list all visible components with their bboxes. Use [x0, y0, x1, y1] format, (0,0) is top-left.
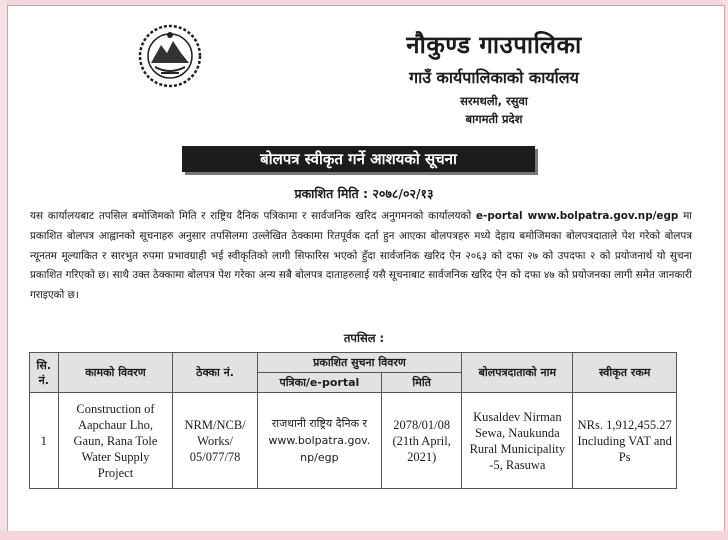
col-published: प्रकाशित सुचना विवरण [257, 353, 462, 373]
col-sn: सि. नं. [30, 353, 59, 393]
col-date: मिति [382, 373, 462, 393]
body-text-part1: यस कार्यालयबाट तपसिल बमोजिमको मिति र राष्ट्रिय दैनिक पत्रिकामा र सार्वजनिक खरिद अनुगमनको कार्यालयको [30, 210, 476, 222]
cell-amount: NRs. 1,912,455.27 Including VAT and Ps [573, 393, 677, 489]
cell-contract-no: NRM/NCB/ Works/ 05/077/78 [173, 393, 257, 489]
address-line-1: सरमथली, रसुवा [460, 94, 528, 108]
col-contract-no: ठेक्का नं. [173, 353, 257, 393]
notice-title-banner: बोलपत्र स्वीकृत गर्ने आशयको सूचना [182, 146, 535, 172]
portal-link-text: e-portal www.bolpatra.gov.np/egp [475, 210, 679, 222]
col-bidder: बोलपत्रदाताको नाम [462, 353, 573, 393]
published-date: प्रकाशित मिति : २०७८/०२/१३ [294, 186, 434, 201]
cell-work: Construction of Aapchaur Lho, Gaun, Rana Tole Water Supply Project [58, 393, 173, 489]
newspaper-text: राजधानी राष्ट्रिय दैनिक र www.bolpatra.gov. np/egp [268, 417, 371, 464]
cell-bidder: Kusaldev Nirman Sewa, Naukunda Rural Municipality -5, Rasuwa [462, 393, 573, 489]
col-work: कामको विवरण [58, 353, 173, 393]
col-amount: स्वीकृत रकम [573, 353, 677, 393]
cell-date: 2078/01/08 (21th April, 2021) [382, 393, 462, 489]
cell-sn: 1 [30, 393, 59, 489]
cell-newspaper [257, 393, 381, 489]
award-table [29, 352, 677, 489]
notice-body [30, 207, 692, 306]
table-row [30, 393, 677, 489]
body-text-part2: मा प्रकाशित बोलपत्र आह्वानको सूचनाहरु अनुसार तपसिलमा उल्लेखित ठेक्कामा रितपूर्वक दर्ता हुन आएका बोलपत्रहरु मध्ये देहाय बमोजिमका बोलपत्रदाताले पेश गरेको बोलपत्र न्यूनतम मूल्याकित र सारभुत रुपमा प्रभावग्राही भई स्वीकृतिको लागी सिफारिस भएको हुँदा सार्वजनिक खरिद ऐन २०६३ को दफा २७ को उपदफा २ को प्रयोजनार्थ यो सुचना प्रकाशित गरिएको छ। साथै उक्त ठेक्कामा बोलपत्र पेश गरेका अन्य सबै बोलपत्र दाताहरुलाई यसै सूचनाबाट सार्वजनिक खरिद ऐन को दफा ४७ को प्रयोजनका लागी समेत जानकारी गराइएको छ। [30, 210, 693, 302]
office-name: गाउँ कार्यपालिकाको कार्यालय [409, 68, 579, 87]
schedule-label: तपसिल : [343, 331, 385, 345]
page-border-left [0, 0, 7, 540]
address-line-2: बागमती प्रदेश [465, 112, 523, 126]
municipality-title: नौकुण्ड गाउपालिका [406, 31, 582, 59]
page-border-bottom [0, 531, 728, 540]
col-newspaper: पत्रिका/e-portal [257, 373, 381, 393]
